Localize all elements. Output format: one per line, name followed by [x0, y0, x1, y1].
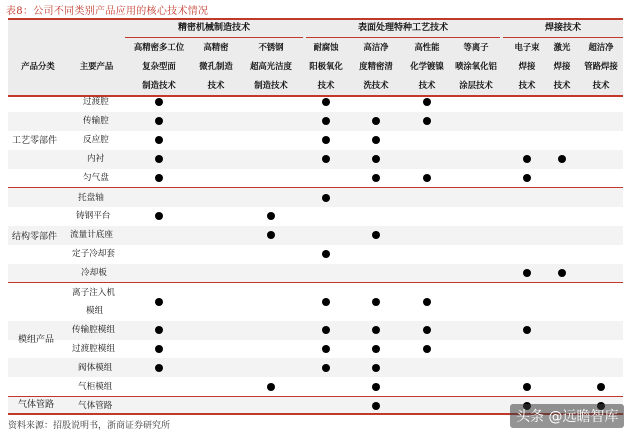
product-label: 匀气盘: [83, 173, 109, 183]
header-column-line: 高精密多工位: [133, 42, 185, 52]
tech-dot: [322, 117, 330, 125]
product-label: 阀体模组: [78, 363, 113, 373]
product-label: 托盘轴: [78, 193, 104, 203]
header-column-line: 化学镀镍: [410, 61, 444, 71]
header-column-4: [301, 38, 351, 95]
category-module-products: 模组产品: [18, 335, 55, 345]
tech-dot: [523, 155, 531, 163]
tech-dot: [155, 136, 163, 144]
category-structural-parts: 结构零部件: [12, 232, 58, 242]
header-column-line: 技术: [592, 80, 610, 90]
tech-dot: [423, 326, 431, 334]
header-main-product: 主要产品: [79, 61, 114, 71]
header-column-line: 阳极氧化: [309, 61, 343, 71]
tech-dot: [372, 136, 380, 144]
category-rule-1: [8, 187, 623, 188]
category-rule-3: [8, 396, 623, 397]
tech-dot: [155, 155, 163, 163]
header-column-line: 等离子: [463, 42, 489, 52]
header-column-line: 电子束: [514, 42, 540, 52]
product-label: 铸钢平台: [76, 211, 111, 221]
header-column-line: 超洁净: [588, 42, 614, 52]
tech-dot: [372, 298, 380, 306]
header-group-surface: 表面处理特种工艺技术: [357, 22, 448, 33]
header-column-5: [351, 38, 401, 95]
tech-dot: [423, 298, 431, 306]
header-column-1: [127, 38, 191, 95]
product-label: 过渡腔模组: [72, 344, 115, 354]
header-group-precision: 精密机械制造技术: [177, 22, 250, 33]
header-column-line: 管路焊接: [584, 61, 618, 71]
category-process-parts: 工艺零部件: [12, 136, 58, 146]
header-column-line: 技术: [553, 80, 571, 90]
header-column-9: [545, 38, 579, 95]
product-label: 传输腔模组: [72, 325, 115, 335]
table-caption: 表8：公司不同类别产品应用的核心技术情况: [6, 6, 209, 17]
tech-dot: [372, 117, 380, 125]
tech-dot: [322, 326, 330, 334]
product-label: 气柜模组: [78, 382, 113, 392]
tech-dot: [372, 174, 380, 182]
header-column-8: [507, 38, 547, 95]
tech-dot: [322, 136, 330, 144]
header-column-line: 制造技术: [142, 80, 176, 90]
tech-dot: [322, 345, 330, 353]
tech-dot: [155, 298, 163, 306]
tech-dot: [558, 155, 566, 163]
tech-dot: [322, 298, 330, 306]
header-column-line: 焊接: [553, 61, 571, 71]
header-column-line: 高性能: [414, 42, 440, 52]
product-label: 传输腔: [83, 116, 109, 126]
tech-dot: [372, 326, 380, 334]
header-column-line: 不锈钢: [258, 42, 284, 52]
header-column-3: [242, 38, 300, 95]
source-note: 资料来源：招股说明书，浙商证券研究所: [8, 421, 171, 431]
tech-dot: [558, 269, 566, 277]
tech-dot: [423, 98, 431, 106]
tech-dot: [597, 383, 605, 391]
header-column-line: 技术: [207, 80, 225, 90]
header-group-welding: 焊接技术: [544, 22, 581, 33]
tech-dot: [523, 174, 531, 182]
product-label-line2: 模组: [86, 306, 104, 316]
header-column-line: 技术: [418, 80, 436, 90]
watermark: 头条 @远瞻智库: [510, 404, 624, 428]
tech-dot: [155, 326, 163, 334]
header-column-line: 高精密: [203, 42, 229, 52]
tech-dot: [372, 364, 380, 372]
product-label: 冷却板: [81, 268, 107, 278]
product-label: 过渡腔: [83, 97, 109, 107]
tech-dot: [155, 345, 163, 353]
tech-dot: [322, 194, 330, 202]
header-column-6: [402, 38, 452, 95]
product-label: 定子冷却套: [72, 249, 115, 259]
product-label: 反应腔: [83, 135, 109, 145]
tech-dot: [372, 231, 380, 239]
tech-dot: [322, 250, 330, 258]
header-column-line: 激光: [553, 42, 571, 52]
tech-dot: [523, 383, 531, 391]
tech-dot: [423, 345, 431, 353]
tech-dot: [322, 98, 330, 106]
tech-dot: [523, 326, 531, 334]
header-column-line: 技术: [518, 80, 536, 90]
product-label: 流量计底座: [70, 230, 113, 240]
tech-dot: [372, 155, 380, 163]
header-column-2: [190, 38, 242, 95]
header-column-line: 微孔制造: [199, 61, 233, 71]
header-column-7: [447, 38, 505, 95]
tech-dot: [155, 174, 163, 182]
header-column-line: 复杂型面: [142, 61, 176, 71]
header-column-line: 制造技术: [254, 80, 288, 90]
header-column-line: 涂层技术: [459, 80, 493, 90]
tech-dot: [423, 174, 431, 182]
header-column-line: 耐腐蚀: [313, 42, 339, 52]
product-label: 气体管路: [78, 401, 113, 411]
header-column-line: 度精密清: [359, 61, 393, 71]
tech-dot: [155, 212, 163, 220]
tech-dot: [267, 231, 275, 239]
category-rule-2: [8, 282, 623, 283]
product-label: 内衬: [87, 154, 105, 164]
tech-dot: [155, 364, 163, 372]
tech-dot: [523, 269, 531, 277]
category-gas-lines: 气体管路: [18, 400, 55, 410]
tech-dot: [423, 117, 431, 125]
header-column-line: 洗技术: [363, 80, 389, 90]
tech-dot: [267, 383, 275, 391]
tech-dot: [372, 383, 380, 391]
tech-dot: [372, 402, 380, 410]
tech-dot: [155, 117, 163, 125]
tech-dot: [267, 212, 275, 220]
tech-dot: [372, 345, 380, 353]
tech-dot: [322, 155, 330, 163]
header-column-line: 超高光洁度: [250, 61, 292, 71]
tech-dot: [322, 364, 330, 372]
header-product-category: 产品分类: [21, 61, 55, 71]
tech-dot: [155, 98, 163, 106]
header-column-line: 高洁净: [363, 42, 389, 52]
header-column-line: 技术: [317, 80, 335, 90]
header-column-10: [579, 38, 623, 95]
product-label: 离子注入机: [72, 288, 115, 298]
header-column-line: 焊接: [518, 61, 536, 71]
header-column-line: 喷涂氧化铝: [455, 61, 497, 71]
